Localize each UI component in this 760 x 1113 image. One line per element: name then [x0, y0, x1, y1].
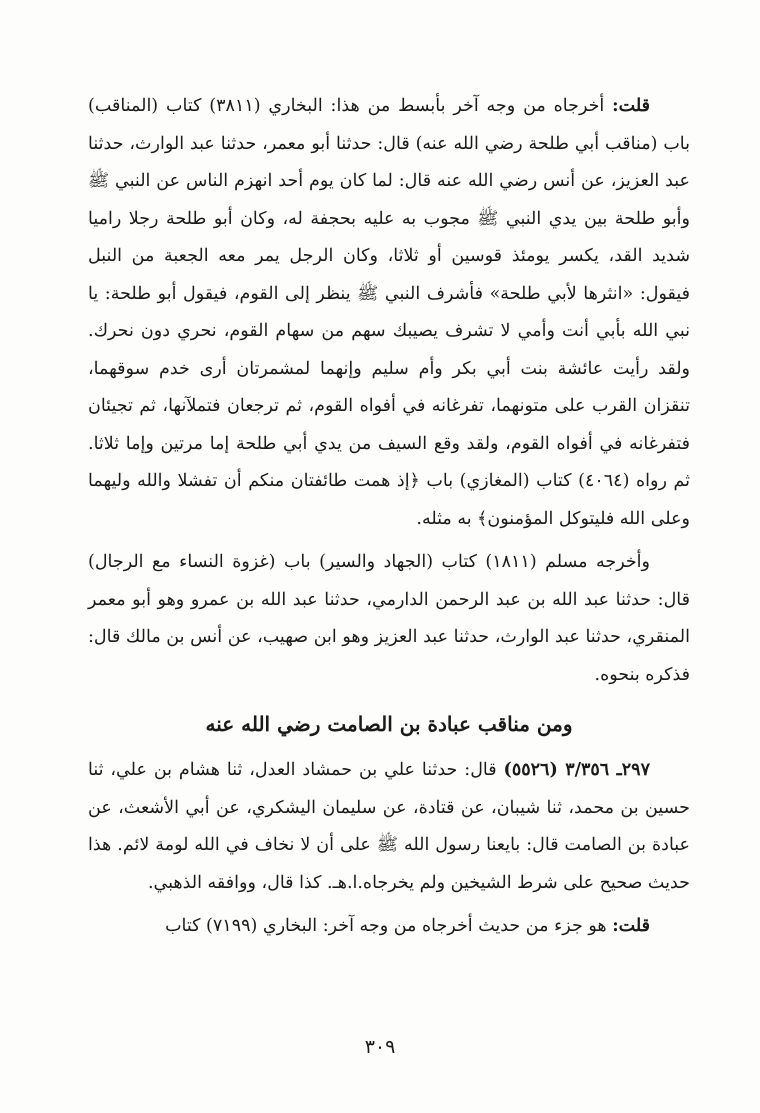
paragraph-1-text: أخرجاه من وجه آخر بأبسط من هذا: البخاري (٣٨١١) كتاب (المناقب) باب (مناقب أبي طلحة رضي الله عنه) قال: حدثنا أبو معمر، حدثنا عبد الوارث، حدثنا عبد العزيز، عن أنس رضي الله عنه قال: لما كان يوم أحد انهزم الناس عن النبي ﷺ وأبو طلحة بين يدي النبي ﷺ مجوب به عليه بحجفة له، وكان أبو طلحة رجلا راميا شديد القد، يكسر يومئذ قوسين أو ثلاثا، وكان الرجل يمر معه الجعبة من النبل فيقول: «انثرها لأبي طلحة» فأشرف النبي ﷺ ينظر إلى القوم، فيقول أبو طلحة: يا نبي الله بأبي أنت وأمي لا تشرف يصيبك سهم من سهام القوم، نحري دون نحرك. ولقد رأيت عائشة بنت أبي بكر وأم سليم وإنهما لمشمرتان أرى خدم سوقهما، تنقزان القرب على متونهما، تفرغانه في أفواه القوم، ثم ترجعان فتملآنها، ثم تجيئان فتفرغانه في أفواه القوم، ولقد وقع السيف من يدي أبي طلحة إما مرتين وإما ثلاثا. ثم رواه (٤٠٦٤) كتاب (المغازي) باب ﴿إذ همت طائفتان منكم أن تفشلا والله وليهما وعلى الله فليتوكل المؤمنون﴾ به مثله. [88, 96, 691, 529]
paragraph-1-lead: قلت: [612, 96, 650, 116]
section-heading: ومن مناقب عبادة بن الصامت رضي الله عنه [205, 712, 573, 736]
paragraph-4 [88, 908, 690, 946]
paragraph-2-text: وأخرجه مسلم (١٨١١) كتاب (الجهاد والسير) باب (غزوة النساء مع الرجال) قال: حدثنا عبد الله بن عبد الرحمن الدارمي، حدثنا عبد الله بن عمرو وهو أبو معمر المنقري، حدثنا عبد الوارث، حدثنا عبد العزيز وهو ابن صهيب، عن أنس بن مالك قال: فذكره بنحوه. [88, 552, 690, 685]
paragraph-1 [88, 88, 690, 538]
page-number: ٣٠٩ [364, 1036, 396, 1058]
hadith-number: ٢٩٧ـ ٣/٣٥٦ (٥٥٢٦) [503, 760, 650, 780]
page-body [88, 88, 690, 946]
paragraph-2 [88, 544, 690, 694]
paragraph-3 [88, 752, 690, 902]
paragraph-4-text: هو جزء من حديث أخرجاه من وجه آخر: البخاري (٧١٩٩) كتاب [165, 916, 607, 936]
paragraph-4-lead: قلت: [612, 916, 650, 936]
paragraph-3-text: قال: حدثنا علي بن حمشاد العدل، ثنا هشام بن علي، ثنا حسين بن محمد، ثنا شيبان، عن قتادة، عن سليمان اليشكري، عن أبي الأشعث، عن عبادة بن الصامت قال: بايعنا رسول الله ﷺ على أن لا نخاف في الله لومة لائم. هذا حديث صحيح على شرط الشيخين ولم يخرجاه.ا.هـ. كذا قال، ووافقه الذهبي. [88, 760, 690, 893]
